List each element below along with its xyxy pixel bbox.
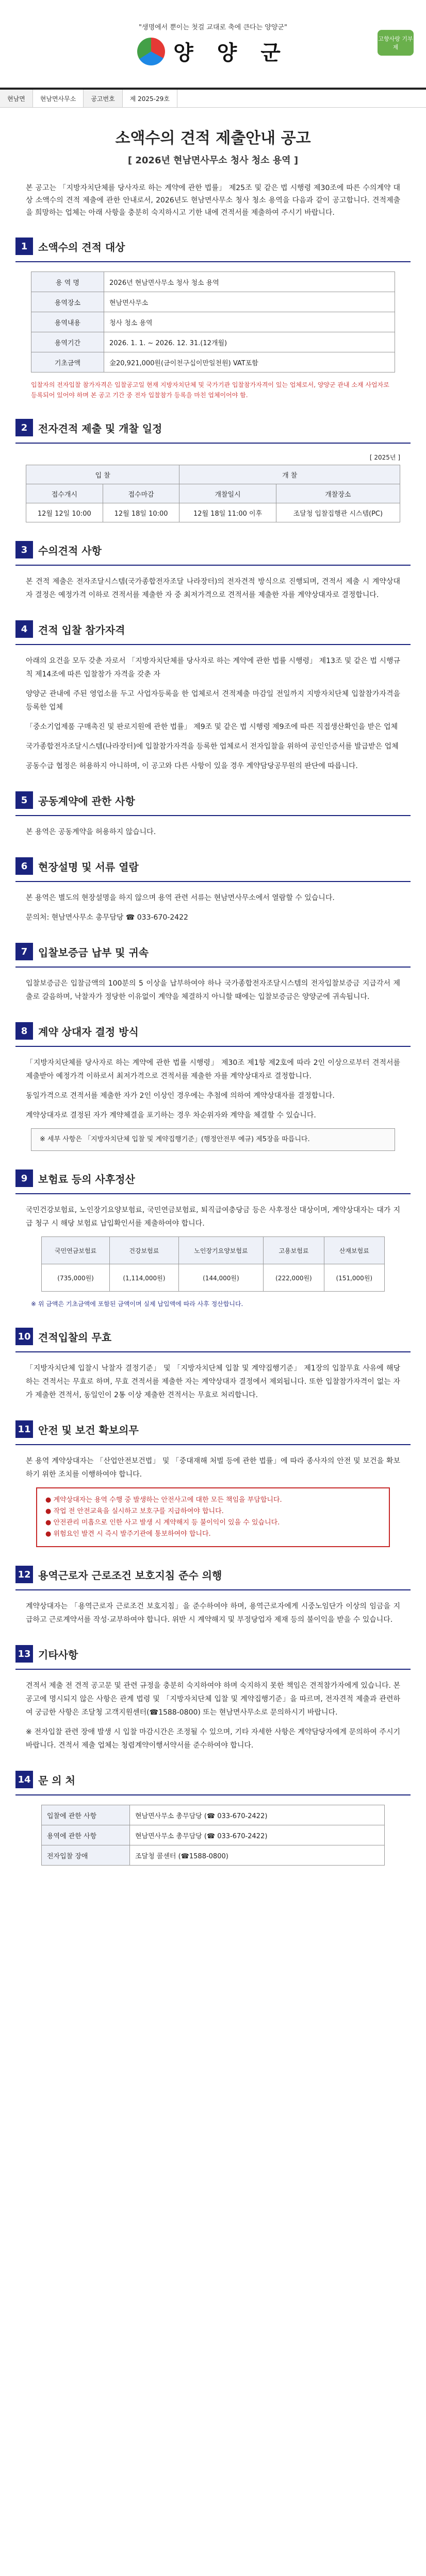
warning-item: ● 작업 전 안전교육을 실시하고 보호구를 지급하여야 합니다.	[45, 1507, 224, 1515]
paragraph: 본 용역은 별도의 현장설명을 하지 않으며 용역 관련 서류는 현남면사무소에서 열람할 수 있습니다.	[26, 894, 335, 902]
row-value: 조달청 콜센터 (☎1588-0800)	[130, 1845, 385, 1866]
divider	[15, 815, 411, 816]
column-header: 개찰일시	[179, 484, 276, 503]
schedule-year: [ 2025년 ]	[369, 454, 400, 461]
intro-text: 본 공고는 「지방자치단체를 당사자로 하는 계약에 관한 법률」 제25조 및 같은 법 시행령 제30조에 따른 수의계약 대상 소액수의 견적 제출에 관한 안내로서, 2026년도 현남면사무소 청사 청소 용역을 다음과 같이 공고합니다. 견적제출을 희망하는 업체는 아래 사항을 충분히 숙지하시고 기한 내에 견적서를 제출하여 주시기 바랍니다.	[26, 184, 400, 217]
paragraph: 국민건강보험료, 노인장기요양보험료, 국민연금보험료, 퇴직급여충당금 등은 사후정산 대상이며, 계약상대자는 대가 지급 청구 시 해당 보험료 납입확인서를 제출하여야 합니다.	[26, 1206, 400, 1228]
table-row	[31, 272, 395, 292]
section-13-body	[26, 1679, 400, 1752]
section-9-body	[26, 1204, 400, 1230]
section-title: 보험료 등의 사후정산	[38, 1173, 135, 1185]
notice-no-label: 공고번호	[84, 90, 122, 107]
section-title: 수의견적 사항	[38, 544, 102, 557]
table-row	[42, 1237, 385, 1264]
row-key: 용역장소	[31, 292, 104, 312]
row-key: 용역기간	[31, 332, 104, 352]
contact-line: 문의처: 현남면사무소 총무담당 ☎ 033-670-2422	[26, 913, 188, 922]
section-number: 8	[15, 1022, 33, 1040]
table-row	[42, 1825, 385, 1845]
list-item: 국가종합전자조달시스템(나라장터)에 입찰참가자격을 등록한 업체로서 전자입찰을 위하여 공인인증서를 발급받은 업체	[26, 742, 399, 751]
section-number: 4	[15, 620, 33, 638]
column-group: 입 찰	[26, 465, 179, 484]
section-title: 계약 상대자 결정 방식	[38, 1025, 139, 1038]
schedule-table	[26, 465, 400, 522]
list-item: 「중소기업제품 구매촉진 및 판로지원에 관한 법률」 제9조 및 같은 법 시행령 제9조에 따른 직접생산확인을 받은 업체	[26, 723, 398, 731]
divider	[15, 443, 411, 444]
table-row	[42, 1805, 385, 1825]
section-7-header	[15, 943, 411, 960]
section-3-header	[15, 541, 411, 558]
row-value: 현남면사무소	[104, 292, 395, 312]
column-header: 접수개시	[26, 484, 103, 503]
divider	[15, 1794, 411, 1795]
paragraph: ※ 전자입찰 관련 장애 발생 시 입찰 마감시간은 조정될 수 있으며, 기타 자세한 사항은 계약담당자에게 문의하여 주시기 바랍니다. 견적서 제출 업체는 청렴계약이행서약서를 준수하여야 합니다.	[26, 1728, 400, 1750]
logo	[137, 37, 289, 66]
table-cell: 12월 18일 11:00 이후	[179, 503, 276, 522]
row-key: 용 역 명	[31, 272, 104, 292]
section-11-header	[15, 1420, 411, 1438]
list-item: 양양군 관내에 주된 영업소를 두고 사업자등록을 한 업체로서 견적제출 마감일 전일까지 지방자치단체 입찰참가자격을 등록한 업체	[26, 690, 400, 711]
row-key: 용역내용	[31, 312, 104, 332]
main-title: 소액수의 견적 제출안내 공고	[115, 129, 311, 147]
table-row	[31, 292, 395, 312]
section-12-body	[26, 1600, 400, 1626]
section-title: 용역근로자 근로조건 보호지침 준수 의행	[38, 1569, 222, 1582]
row-key: 입찰에 관한 사항	[42, 1805, 130, 1825]
section-6-body	[26, 891, 400, 924]
list-item: 아래의 요건을 모두 갖춘 자로서 「지방자치단체를 당사자로 하는 계약에 관한 법률 시행령」 제13조 및 같은 법 시행규칙 제14조에 따른 입찰참가 자격을 갖춘 자	[26, 657, 400, 679]
table-cell: (151,000원)	[324, 1264, 384, 1292]
table-row	[26, 484, 400, 503]
section-6-header	[15, 857, 411, 875]
row-value: 현남면사무소 총무담당 (☎ 033-670-2422)	[130, 1805, 385, 1825]
section-5-body	[26, 825, 400, 839]
column-group: 개 찰	[179, 465, 400, 484]
table-cell: 조달청 입찰집행관 시스템(PC)	[276, 503, 400, 522]
section-title: 전자견적 제출 및 개찰 일정	[38, 422, 162, 435]
table-row	[31, 312, 395, 332]
divider	[15, 967, 411, 968]
table-row	[26, 503, 400, 522]
section-number: 12	[15, 1566, 33, 1583]
section-4-body	[26, 654, 400, 773]
warning-item: ● 안전관리 미흡으로 인한 사고 발생 시 계약해지 등 불이익이 있을 수 있습니다.	[45, 1519, 280, 1527]
row-value: 金20,921,000원(금이천구십이만일천원) VAT포함	[104, 352, 395, 372]
dept-label: 현남면	[0, 90, 33, 107]
insurance-table	[41, 1236, 385, 1292]
paragraph: 입찰보증금은 입찰금액의 100분의 5 이상을 납부하여야 하나 국가종합전자조달시스템의 전자입찰보증금 지급각서 제출로 갈음하며, 낙찰자가 정당한 이유없이 계약을 체결하지 아니할 때에는 입찰보증금은 양양군에 귀속됩니다.	[26, 979, 400, 1001]
divider	[15, 1669, 411, 1670]
section-9-header	[15, 1170, 411, 1187]
divider	[15, 644, 411, 645]
divider	[15, 1046, 411, 1047]
row-key: 기초금액	[31, 352, 104, 372]
contact-table	[41, 1805, 385, 1866]
section-13-header	[15, 1645, 411, 1663]
table-row	[42, 1264, 385, 1292]
paragraph: 계약상대자는 「용역근로자 근로조건 보호지침」을 준수하여야 하며, 용역근로자에게 시중노임단가 이상의 임금을 지급하고 근로계약서를 작성·교부하여야 합니다. 위반 시 계약해지 및 부정당업자 제재 등의 불이익을 받을 수 있습니다.	[26, 1602, 400, 1624]
section-title: 안전 및 보건 확보의무	[38, 1423, 139, 1436]
sub-title: [ 2026년 현남면사무소 청사 청소 용역 ]	[127, 155, 299, 166]
section-8-header	[15, 1022, 411, 1040]
section-12-header	[15, 1566, 411, 1583]
section-title: 견적입찰의 무효	[38, 1331, 112, 1344]
column-header: 건강보험료	[110, 1237, 178, 1264]
county-name: 양 양 군	[173, 41, 289, 65]
table-cell: (735,000원)	[42, 1264, 110, 1292]
section-number: 13	[15, 1645, 33, 1663]
header	[0, 0, 426, 90]
table-cell: (222,000원)	[264, 1264, 324, 1292]
section-number: 5	[15, 791, 33, 809]
section-7-body	[26, 977, 400, 1004]
section-number: 10	[15, 1328, 33, 1345]
column-header: 접수마감	[103, 484, 179, 503]
paragraph: 본 용역은 공동계약을 허용하지 않습니다.	[26, 828, 156, 836]
row-value: 2026. 1. 1. ~ 2026. 12. 31.(12개월)	[104, 332, 395, 352]
section-5-header	[15, 791, 411, 809]
section-title: 소액수의 견적 대상	[38, 241, 125, 253]
section-8-footnote: ※ 세부 사항은 「지방자치단체 입찰 및 계약집행기준」(행정안전부 예규) 제5장을 따릅니다.	[31, 1128, 395, 1151]
column-header: 노인장기요양보험료	[178, 1237, 264, 1264]
section-3-body	[26, 575, 400, 602]
table-row	[26, 465, 400, 484]
section-14-header	[15, 1771, 411, 1788]
section-1-header	[15, 238, 411, 255]
divider	[15, 1589, 411, 1590]
section-title: 문 의 처	[38, 1774, 75, 1787]
insurance-footnote: ※ 위 금액은 기초금액에 포함된 금액이며 실제 납입액에 따라 사후 정산합니다.	[31, 1300, 243, 1308]
list-item: 「지방자치단체를 당사자로 하는 계약에 관한 법률 시행령」 제30조 제1항 제2호에 따라 2인 이상으로부터 견적서를 제출받아 예정가격 이하로서 최저가격으로 견적서를 제출한 자를 계약상대자로 결정합니다.	[26, 1059, 400, 1080]
section-10-body	[26, 1362, 400, 1402]
section-title: 현장설명 및 서류 열람	[38, 860, 139, 873]
row-value: 2026년 현남면사무소 청사 청소 용역	[104, 272, 395, 292]
divider	[15, 1444, 411, 1445]
column-header: 산재보험료	[324, 1237, 384, 1264]
table-row	[31, 332, 395, 352]
section-4-header	[15, 620, 411, 638]
column-header: 국민연금보험료	[42, 1237, 110, 1264]
overview-table	[31, 272, 395, 372]
table-cell: (144,000원)	[178, 1264, 264, 1292]
section-2-header	[15, 419, 411, 436]
warning-item: ● 계약상대자는 용역 수행 중 발생하는 안전사고에 대한 모든 책임을 부담합니다.	[45, 1496, 282, 1504]
notice-no-value: 제 2025-29호	[123, 90, 177, 107]
row-value: 청사 청소 용역	[104, 312, 395, 332]
notice-meta	[0, 90, 426, 108]
column-header: 고용보험료	[264, 1237, 324, 1264]
row-value: 현남면사무소 총무담당 (☎ 033-670-2422)	[130, 1825, 385, 1845]
notice-title	[0, 125, 426, 166]
section-number: 2	[15, 419, 33, 436]
paragraph: 본 견적 제출은 전자조달시스템(국가종합전자조달 나라장터)의 전자견적 방식으로 진행되며, 견적서 제출 시 계약상대자 결정은 예정가격 이하로 견적서를 제출한 자 중 최저가격으로 견적서를 제출한 자를 계약상대자로 결정합니다.	[26, 578, 400, 599]
list-item: 공동수급 협정은 허용하지 아니하며, 이 공고와 다른 사항이 있을 경우 계약담당공무원의 판단에 따릅니다.	[26, 762, 358, 770]
table-cell: (1,114,000원)	[110, 1264, 178, 1292]
warning-item: ● 위험요인 발견 시 즉시 발주기관에 통보하여야 합니다.	[45, 1530, 211, 1538]
row-key: 용역에 관한 사항	[42, 1825, 130, 1845]
table-cell: 12월 12일 10:00	[26, 503, 103, 522]
list-item: 계약상대자로 결정된 자가 계약체결을 포기하는 경우 차순위자와 계약을 체결할 수 있습니다.	[26, 1111, 316, 1120]
divider	[15, 1193, 411, 1194]
gohyang-badge: 고향사랑 기부제	[378, 30, 414, 56]
section-11-body	[26, 1454, 400, 1481]
divider	[15, 565, 411, 566]
table-cell: 12월 18일 10:00	[103, 503, 179, 522]
divider	[15, 881, 411, 882]
section-number: 9	[15, 1170, 33, 1187]
section-title: 기타사항	[38, 1648, 78, 1661]
column-header: 개찰장소	[276, 484, 400, 503]
list-item: 동일가격으로 견적서를 제출한 자가 2인 이상인 경우에는 추첨에 의하여 계약상대자를 결정합니다.	[26, 1092, 335, 1100]
divider	[15, 1351, 411, 1352]
row-key: 전자입찰 장애	[42, 1845, 130, 1866]
section-number: 1	[15, 238, 33, 255]
section-title: 입찰보증금 납부 및 귀속	[38, 946, 149, 959]
safety-warning-box	[36, 1487, 390, 1547]
section-title: 공동계약에 관한 사항	[38, 794, 135, 807]
section-title: 견적 입찰 참가자격	[38, 623, 125, 636]
section-number: 11	[15, 1420, 33, 1438]
section-number: 6	[15, 857, 33, 875]
paragraph: 견적서 제출 전 견적 공고문 및 관련 규정을 충분히 숙지하여야 하며 숙지하지 못한 책임은 견적참가자에게 있습니다. 본 공고에 명시되지 않은 사항은 관계 법령 및 「지방자치단체 입찰 및 계약집행기준」을 따르며, 전자견적 제출과 관련하여 궁금한 사항은 조달청 고객지원센터(☎1588-0800) 또는 현남면사무소로 문의하시기 바랍니다.	[26, 1682, 400, 1717]
eligibility-note: 입찰자의 전자입찰 참가자격은 입찰공고일 현재 지방자치단체 및 국가기관 입찰참가자격이 있는 업체로서, 양양군 관내 소재 사업자로 등록되어 있어야 하며 본 공고 기간 중 전자 입찰참가 등록을 마친 업체이어야 함.	[31, 381, 389, 399]
section-8-body	[26, 1056, 400, 1122]
table-row	[42, 1845, 385, 1866]
dept-value: 현남면사무소	[33, 90, 84, 107]
section-10-header	[15, 1328, 411, 1345]
divider	[15, 261, 411, 262]
county-emblem-icon	[137, 38, 165, 65]
slogan: "생명에서 뿐이는 첫걸 교대로 축에 큰다는 양양군"	[139, 24, 287, 31]
section-number: 14	[15, 1771, 33, 1788]
paragraph: 본 용역 계약상대자는 「산업안전보건법」 및 「중대재해 처벌 등에 관한 법률」에 따라 종사자의 안전 및 보건을 확보하기 위한 조치를 이행하여야 합니다.	[26, 1457, 400, 1479]
paragraph: 「지방자치단체 입찰시 낙찰자 결정기준」 및 「지방자치단체 입찰 및 계약집행기준」 제1장의 입찰무효 사유에 해당하는 견적서는 무효로 하며, 무효 견적서를 제출한 자는 계약상대자 결정에서 제외됩니다. 또한 입찰참가자격이 없는 자가 제출한 견적서, 동일인이 2통 이상 제출한 견적서는 무효로 처리합니다.	[26, 1364, 400, 1399]
table-row	[31, 352, 395, 372]
section-number: 3	[15, 541, 33, 558]
section-number: 7	[15, 943, 33, 960]
